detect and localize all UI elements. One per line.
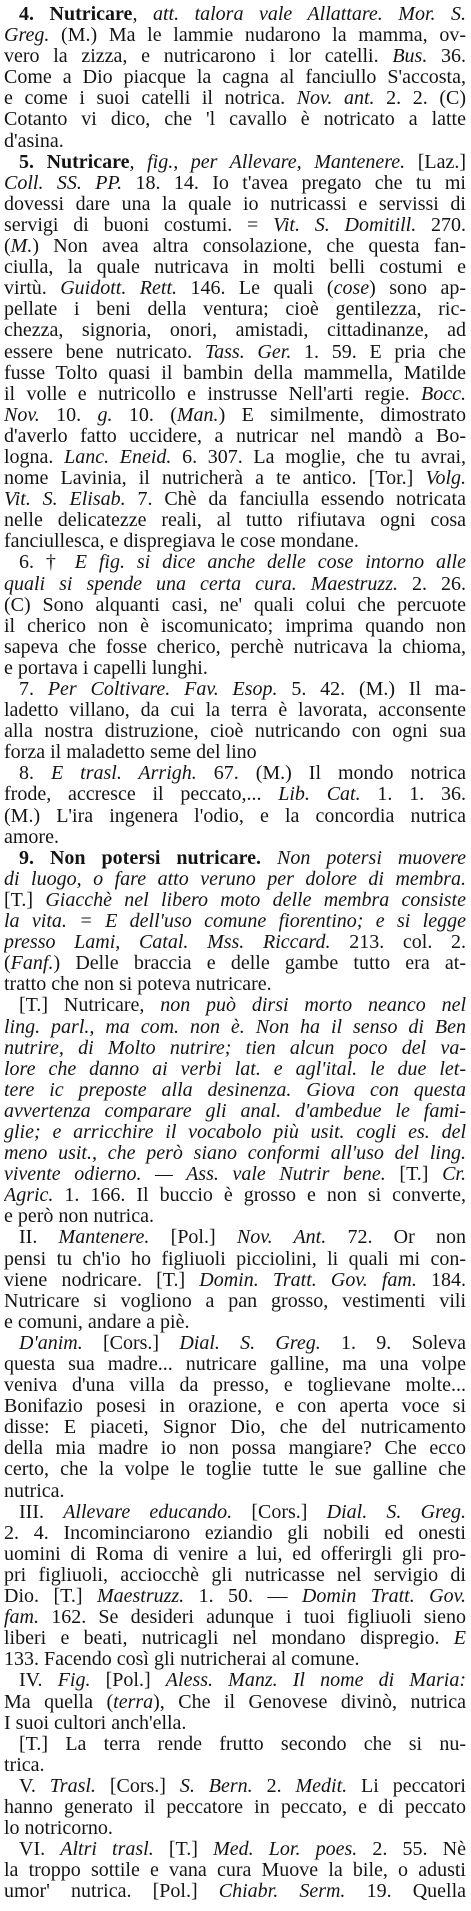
italic-text: E fig. si dice anche delle cose intorno alle: [74, 552, 466, 574]
italic-text: Aless. Manz. Il nome di Maria:: [165, 1670, 466, 1692]
text-line: [4, 953, 466, 974]
text-line: [4, 384, 466, 405]
text-line: [4, 637, 466, 658]
italic-text: S. Bern.: [179, 1775, 253, 1797]
roman-text: liberi e beati, nutricagli nel mondano dispregio.: [4, 1628, 454, 1650]
roman-text: 10.: [39, 404, 98, 426]
text-line: [4, 1544, 466, 1565]
text-line: [4, 742, 466, 763]
roman-text: fusse Tolto quasi il bambin della mammella, Matilde: [4, 362, 466, 384]
italic-text: di luogo, o fare atto veruno per dolore di membra.: [4, 868, 466, 890]
italic-text: E trasl. Arrigh.: [50, 763, 197, 785]
roman-text: 2. 26.: [397, 573, 466, 595]
entry-paragraph: [4, 1776, 466, 1839]
text-line: [4, 1417, 466, 1438]
italic-text: Mantenere.: [58, 1227, 150, 1249]
text-line: [4, 1164, 466, 1185]
roman-text: 1. 59. E pria che: [291, 341, 466, 363]
roman-text: [T.] Nutricare,: [19, 995, 161, 1017]
roman-text: 2. 55. Nè: [357, 1839, 466, 1861]
italic-text: Lanc. Eneid.: [64, 446, 172, 468]
roman-text: ) Delle braccia e delle gambe tutto era at-: [53, 953, 466, 975]
roman-text: umor' nutrica. [Pol.]: [4, 1881, 219, 1903]
text-line: [4, 1755, 466, 1776]
entry-paragraph: [4, 995, 466, 1227]
italic-text: lore che danno ai verbi lat. e agl'ital. le due let-: [4, 1058, 466, 1080]
roman-text: hanno generato il peccatore in peccato, e di peccato: [4, 1796, 466, 1818]
italic-text: presso Lami, Catal. Mss. Riccard.: [4, 932, 331, 954]
roman-text: 213. col. 2.: [330, 932, 466, 954]
text-line: [4, 1881, 466, 1902]
text-line: [4, 109, 466, 130]
italic-text: non può dirsi morto neanco nel: [160, 995, 466, 1017]
roman-text: (: [4, 953, 11, 975]
italic-text: Coll. SS. PP.: [4, 172, 123, 194]
text-line: [4, 890, 466, 911]
roman-text: forza il maladetto seme del lino: [4, 742, 257, 764]
roman-text: veniva d'una villa da presso, e toglievane molte...: [4, 1375, 466, 1397]
text-line: [4, 426, 466, 447]
roman-text: la troppo sottile e vana cura Muove la bile, o adusti: [4, 1860, 466, 1882]
roman-text: ,: [132, 4, 153, 25]
text-line: [4, 1227, 466, 1248]
entry-paragraph: [4, 1839, 466, 1902]
text-line: [4, 1797, 466, 1818]
text-line: [4, 1185, 466, 1206]
roman-text: [261, 848, 277, 869]
italic-text: Chiabr. Serm.: [218, 1881, 346, 1903]
text-line: [4, 595, 466, 616]
roman-text: d'asina.: [4, 130, 64, 152]
roman-text: essere bene nutricato.: [4, 341, 205, 363]
roman-text: e come i suoi catelli il notrica.: [4, 88, 297, 110]
text-line: [4, 1312, 466, 1333]
text-line: [4, 1354, 466, 1375]
roman-text: pellate i beni della ventura; cioè gentilezza, ric-: [4, 299, 466, 321]
entry-paragraph: [4, 1502, 466, 1671]
text-line: [4, 932, 466, 953]
italic-text: glie; e arricchire il vocabolo più usit. cogli es. del: [4, 1121, 466, 1143]
italic-text: E: [453, 1628, 466, 1650]
roman-text: pri figliuoli, acciocchè gli nutricasse nel servigio di: [4, 1564, 466, 1586]
italic-text: Dial. S. Greg.: [326, 1501, 466, 1523]
italic-text: Per Coltivare. Fav. Esop.: [47, 679, 278, 700]
text-line: [4, 869, 466, 890]
text-line: [4, 510, 466, 531]
roman-text: [Pol.]: [90, 1670, 166, 1692]
italic-text: Fanf.: [10, 953, 54, 975]
roman-text: fanciullesca, e dispregiava le cose mondane.: [4, 531, 359, 553]
italic-text: Bocc.: [421, 383, 466, 405]
roman-text: 5. 42. (M.) Il ma-: [277, 679, 466, 700]
roman-text: ladetto villano, da cui la terra è lavorata, acconsente: [4, 700, 466, 722]
roman-text: ), Che il Genovese divinò, nutrica: [153, 1691, 466, 1713]
text-line: [4, 1038, 466, 1059]
roman-text: [T.] La terra rende frutto secondo che si nu-: [19, 1733, 466, 1755]
italic-text: Medit.: [295, 1775, 348, 1797]
italic-text: Guidott. Rett.: [60, 278, 178, 300]
text-line: [4, 1523, 466, 1544]
roman-text: ) E similmente, dimostrato: [218, 404, 466, 426]
italic-text: tere ic preposte alla desinenza. Giova con questa: [4, 1079, 466, 1101]
roman-text: IV.: [19, 1670, 58, 1692]
text-line: [4, 616, 466, 637]
text-line: [4, 1291, 466, 1312]
text-line: [4, 1375, 466, 1396]
text-line: [4, 489, 466, 510]
italic-text: fam.: [4, 1607, 39, 1629]
roman-text: 8.: [19, 763, 51, 785]
roman-text: Come a Dio piacque la cagna al fanciullo S'accosta,: [4, 67, 466, 89]
text-line: [4, 320, 466, 341]
roman-text: 6. 307. La moglie, che tu avrai,: [171, 446, 466, 468]
roman-text: III.: [19, 1501, 64, 1523]
roman-text: nelle delicatezze reali, al tutto rifiutava ogni cosa: [4, 510, 466, 532]
roman-text: [T.]: [153, 1839, 214, 1861]
entry-paragraph: [4, 848, 466, 996]
roman-text: logna.: [4, 446, 65, 468]
text-line: [4, 1734, 466, 1755]
text-line: [4, 679, 466, 700]
entry-paragraph: [4, 679, 466, 763]
text-line: [4, 763, 466, 784]
italic-text: Altri trasl.: [60, 1839, 154, 1861]
roman-text: [Cors.]: [82, 1332, 180, 1354]
roman-text: 1. 166. Il buccio è grosso e non si converte,: [53, 1185, 466, 1207]
roman-text: il cherico non è iscomunicato; imprima quando non: [4, 615, 466, 637]
italic-text: Giacchè nel libero moto delle membra consiste: [45, 889, 466, 911]
italic-text: Domin. Tratt. Gov. fam.: [199, 1269, 417, 1291]
text-line: [4, 1059, 466, 1080]
text-line: [4, 995, 466, 1016]
roman-text: 18. 14. Io t'avea pregato che tu mi: [122, 172, 466, 194]
italic-text: avvertenza comparare gli anal. d'ambedue le fami-: [4, 1100, 466, 1122]
roman-text: servigi di buoni costumi. =: [4, 214, 274, 236]
text-line: [4, 447, 466, 468]
text-line: [4, 721, 466, 742]
roman-text: e comuni, andare a piè.: [4, 1311, 190, 1333]
italic-text: D'anim.: [19, 1332, 83, 1354]
italic-text: Greg.: [4, 25, 50, 47]
text-line: [4, 1080, 466, 1101]
roman-text: frode, accresce il peccato,...: [4, 784, 279, 806]
roman-text: Li peccatori: [347, 1775, 466, 1797]
text-line: [4, 827, 466, 848]
entry-paragraph: [4, 1227, 466, 1332]
roman-text: Cotanto vi dico, che 'l cavallo è notricato a latte: [4, 109, 466, 131]
italic-text: nutrire, di Molto nutrire; tien alcun poco del va-: [4, 1037, 466, 1059]
roman-text: 36.: [427, 46, 466, 68]
roman-text: I suoi cultori anch'ella.: [4, 1712, 187, 1734]
roman-text: 72. Or non: [326, 1227, 466, 1249]
italic-text: Maestruzz.: [96, 1586, 185, 1608]
text-line: [4, 1607, 466, 1628]
roman-text: 270.: [416, 214, 466, 236]
italic-text: Non potersi muovere: [277, 847, 466, 869]
roman-text: [Cors.]: [95, 1775, 180, 1797]
roman-text: viene nodricare. [T.]: [4, 1269, 200, 1291]
roman-text: 10. (: [112, 404, 177, 426]
roman-text: e portava i capelli lunghi.: [4, 657, 208, 679]
text-line: [4, 911, 466, 932]
text-line: [4, 1249, 466, 1270]
italic-text: terra: [113, 1691, 154, 1713]
text-line: [4, 363, 466, 384]
italic-text: Tass. Ger.: [204, 341, 292, 363]
text-line: [4, 1839, 466, 1860]
text-line: [4, 215, 466, 236]
italic-text: Volg.: [425, 468, 466, 490]
italic-text: Lib. Cat.: [278, 784, 361, 806]
italic-text: Trasl.: [49, 1775, 96, 1797]
roman-text: Nutricare si vogliono a pan grosso, vestimenti vili: [4, 1290, 466, 1312]
roman-text: ) sono ap-: [369, 278, 466, 300]
italic-text: cose: [333, 278, 370, 300]
roman-text: [Laz.]: [405, 151, 466, 173]
roman-text: questa sua madre... nutricare galline, ma una volpe: [4, 1354, 466, 1375]
roman-text: vero la zizza, e nutricarono i lor catelli.: [4, 46, 393, 68]
italic-text: quali si spende una certa cura. Maestruzz.: [4, 573, 398, 595]
text-line: [4, 46, 466, 67]
roman-text: (M.) L'ira ingenera l'odio, e la concordia nutrica: [4, 805, 466, 827]
roman-text: 1. 9. Soleva: [320, 1332, 466, 1354]
roman-text: certo, che la volpe le toglie tutte le sue galline che: [4, 1459, 466, 1481]
roman-text: e però non nutrica.: [4, 1206, 154, 1228]
entry-paragraph: [4, 152, 466, 553]
entry-paragraph: [4, 1333, 466, 1502]
italic-text: Cr.: [442, 1164, 466, 1186]
text-line: [4, 1017, 466, 1038]
italic-text: M.: [10, 236, 33, 258]
roman-text: 1. 50. —: [184, 1586, 302, 1608]
text-line: [4, 1586, 466, 1607]
italic-text: Agric.: [4, 1185, 54, 1207]
roman-text: trica.: [4, 1754, 45, 1776]
roman-text: (M.) Ma le lammie nudarono la mamma, ov-: [49, 25, 466, 47]
text-line: [4, 1122, 466, 1143]
text-line: [4, 88, 466, 109]
roman-text: 146. Le quali (: [177, 278, 334, 300]
roman-text: uomini di Roma di venire a lui, ed offerirgli gli pro-: [4, 1543, 466, 1565]
roman-text: V.: [19, 1775, 50, 1797]
text-line: [4, 299, 466, 320]
roman-text: il volle e nutricollo e instrusse Nell'arti regie.: [4, 383, 422, 405]
roman-text: [Pol.]: [149, 1227, 237, 1249]
italic-text: , fig., per Allevare, Mantenere.: [129, 151, 406, 173]
roman-text: pensi tu ch'io ho figliuoli picciolini, li quali mi con-: [4, 1248, 466, 1270]
text-line: [4, 4, 466, 25]
italic-text: Nov.: [4, 404, 40, 426]
roman-text: 6. †: [19, 552, 75, 574]
bold-text: 5. Nutricare: [19, 151, 130, 173]
roman-text: Bonifazio posesi in orazione, e con aperta voce si: [4, 1396, 466, 1418]
italic-text: Dial. S. Greg.: [179, 1332, 321, 1354]
roman-text: Ma quella (: [4, 1691, 114, 1713]
italic-text: att. talora vale Allattare. Mor. S.: [152, 4, 466, 25]
text-line: [4, 848, 466, 869]
entry-paragraph: [4, 4, 466, 152]
text-line: [4, 1206, 466, 1227]
roman-text: II.: [19, 1227, 59, 1249]
text-line: [4, 1628, 466, 1649]
italic-text: Nov. ant.: [296, 88, 375, 110]
italic-text: Domin Tratt. Gov.: [301, 1586, 466, 1608]
italic-text: vivente odierno. — Ass. vale Nutrir bene.: [4, 1164, 386, 1186]
text-line: [4, 342, 466, 363]
roman-text: [T.]: [4, 889, 46, 911]
bold-text: 9. Non potersi nutricare.: [19, 847, 262, 869]
italic-text: la vita. = E dell'uso comune fiorentino; e si legge: [4, 911, 466, 933]
roman-text: d'averlo fatto uccidere, a nutricar nel mandò a Bo-: [4, 425, 466, 447]
text-line: [4, 405, 466, 426]
entry-paragraph: [4, 552, 466, 679]
roman-text: 67. (M.) Il mondo notrica: [196, 763, 466, 785]
roman-text: 7. Chè da fanciulla essendo notricata: [125, 489, 466, 511]
roman-text: della mia madre io non possa mangiare? Che ecco: [4, 1438, 466, 1460]
roman-text: chezza, signoria, onori, amistadi, cittadinanze, ad: [4, 320, 466, 342]
italic-text: Man.: [176, 404, 219, 426]
roman-text: lo notricorno.: [4, 1818, 113, 1840]
text-line: [4, 552, 466, 573]
bold-text: 4. Nutricare: [19, 4, 133, 25]
roman-text: ciulla, la quale nutricava in molti belli costumi e: [4, 257, 466, 279]
text-line: [4, 1818, 466, 1839]
text-line: [4, 194, 466, 215]
text-line: [4, 25, 466, 46]
text-line: [4, 1692, 466, 1713]
italic-text: Vit. S. Elisab.: [4, 489, 126, 511]
roman-text: (C) Sono alquanti casi, ne' quali colui che percuote: [4, 594, 466, 616]
text-line: [4, 1481, 466, 1502]
text-line: [4, 257, 466, 278]
italic-text: Med. Lor. poes.: [213, 1839, 358, 1861]
roman-text: dovessi dare una la quale io nutricassi e servissi di: [4, 193, 466, 215]
text-line: [4, 531, 466, 552]
roman-text: 162. Se desideri adunque i tuoi figliuoli sieno: [39, 1607, 466, 1629]
text-line: [4, 67, 466, 88]
entry-paragraph: [4, 1670, 466, 1733]
text-line: [4, 1649, 466, 1670]
italic-text: Nov. Ant.: [236, 1227, 327, 1249]
roman-text: 2. 2. (C): [374, 88, 466, 110]
text-line: [4, 1860, 466, 1881]
roman-text: sapeva che fosse cherico, perchè nutricava la chioma,: [4, 636, 466, 658]
roman-text: nome Lavinia, il nutricherà a te antico. [Tor.]: [4, 468, 426, 490]
text-line: [4, 574, 466, 595]
text-line: [4, 700, 466, 721]
roman-text: 1. 1. 36.: [360, 784, 466, 806]
italic-text: g.: [97, 404, 113, 426]
roman-text: 2.: [252, 1775, 296, 1797]
text-line: [4, 173, 466, 194]
text-line: [4, 1270, 466, 1291]
text-line: [4, 1396, 466, 1417]
text-line: [4, 236, 466, 257]
roman-text: (: [4, 236, 11, 258]
text-line: [4, 152, 466, 173]
italic-text: meno usit., che però siano conformi all'uso del ling.: [4, 1143, 466, 1165]
text-line: [4, 974, 466, 995]
text-line: [4, 1143, 466, 1164]
text-line: [4, 468, 466, 489]
roman-text: [T.]: [385, 1164, 443, 1186]
italic-text: Fig.: [57, 1670, 91, 1692]
text-line: [4, 131, 466, 152]
text-line: [4, 1101, 466, 1122]
roman-text: virtù.: [4, 278, 61, 300]
italic-text: Bus.: [392, 46, 428, 68]
roman-text: nutrica.: [4, 1480, 65, 1502]
text-line: [4, 1713, 466, 1734]
text-line: [4, 1565, 466, 1586]
text-line: [4, 1438, 466, 1459]
roman-text: [Cors.]: [232, 1501, 327, 1523]
text-line: [4, 278, 466, 299]
roman-text: ) Non avea altra consolazione, che questa fan-: [32, 236, 466, 258]
roman-text: VI.: [19, 1839, 61, 1861]
roman-text: Dio. [T.]: [4, 1586, 97, 1608]
text-line: [4, 1670, 466, 1691]
roman-text: alla nostra distruzione, cioè nutricando con ogni sua: [4, 721, 466, 743]
italic-text: Allevare educando.: [63, 1501, 233, 1523]
roman-text: 7.: [19, 679, 48, 700]
italic-text: ling. parl., ma com. non è. Non ha il senso di Ben: [4, 1016, 466, 1038]
text-line: [4, 806, 466, 827]
text-line: [4, 784, 466, 805]
text-line: [4, 1333, 466, 1354]
italic-text: Vit. S. Domitill.: [273, 214, 417, 236]
roman-text: 133. Facendo così gli nutricherai al comune.: [4, 1649, 360, 1671]
roman-text: 2. 4. Incominciarono eziandio gli nobili ed onesti: [4, 1522, 466, 1544]
text-line: [4, 1459, 466, 1480]
roman-text: amore.: [4, 826, 59, 848]
text-line: [4, 1776, 466, 1797]
roman-text: disse: E piaceti, Signor Dio, che del nutricamento: [4, 1417, 466, 1439]
roman-text: tratto che non si poteva nutricare.: [4, 974, 272, 996]
entry-paragraph: [4, 1734, 466, 1776]
roman-text: 19. Quella: [345, 1881, 466, 1903]
roman-text: 184.: [416, 1269, 466, 1291]
text-line: [4, 1502, 466, 1523]
text-line: [4, 658, 466, 679]
entry-paragraph: [4, 763, 466, 847]
